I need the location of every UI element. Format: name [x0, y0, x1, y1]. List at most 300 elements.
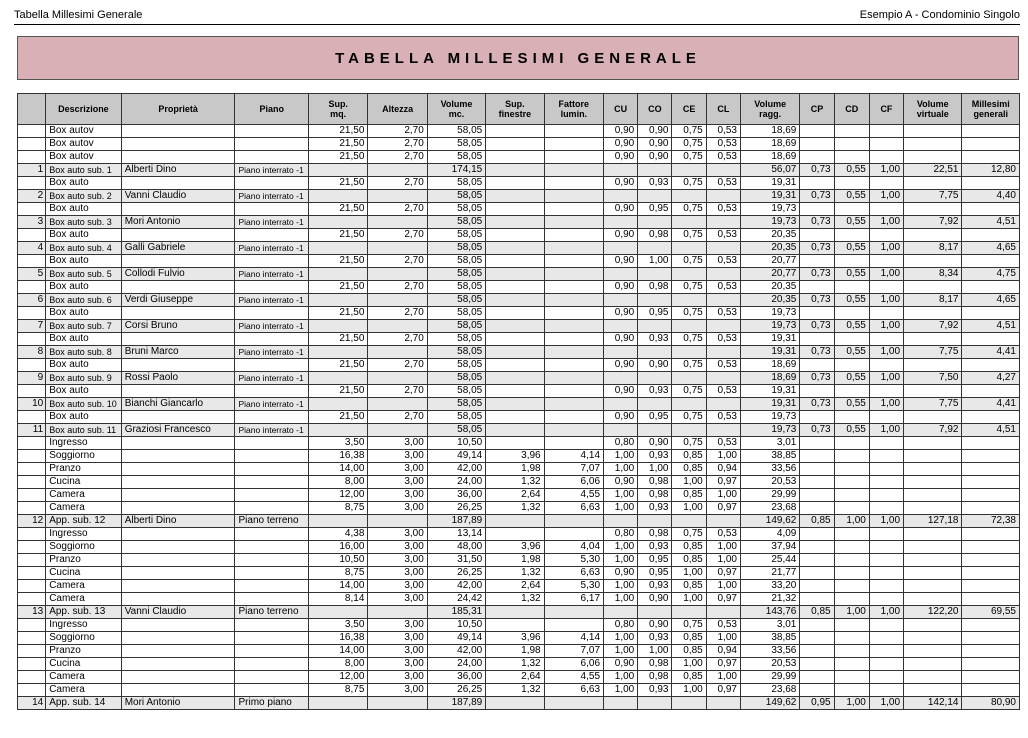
table-cell: 21,50	[308, 125, 367, 138]
table-cell	[486, 229, 544, 242]
table-cell: 20,77	[740, 268, 799, 281]
table-cell	[706, 190, 740, 203]
table-cell: 122,20	[904, 606, 962, 619]
table-cell: 0,80	[604, 619, 638, 632]
table-cell: 4,38	[308, 528, 367, 541]
table-cell	[544, 307, 603, 320]
table-row	[18, 359, 1020, 372]
table-cell	[604, 424, 638, 437]
table-cell: 42,00	[427, 463, 485, 476]
table-cell: 0,55	[834, 372, 869, 385]
table-row	[18, 580, 1020, 593]
table-cell: 4,51	[962, 216, 1020, 229]
table-cell	[308, 216, 367, 229]
table-cell	[638, 606, 672, 619]
table-cell: 1,00	[638, 463, 672, 476]
table-cell: 0,73	[800, 320, 834, 333]
table-cell: 26,25	[427, 567, 485, 580]
table-row	[18, 541, 1020, 554]
table-cell	[904, 229, 962, 242]
table-cell: 38,85	[740, 632, 799, 645]
table-cell: Box autov	[46, 151, 122, 164]
table-cell: 21,50	[308, 307, 367, 320]
table-cell	[308, 372, 367, 385]
table-cell	[800, 554, 834, 567]
table-cell	[904, 489, 962, 502]
table-cell	[18, 593, 46, 606]
table-cell	[235, 333, 309, 346]
table-cell: 0,75	[672, 307, 706, 320]
table-cell: 0,85	[672, 554, 706, 567]
table-cell	[904, 138, 962, 151]
table-cell: 8	[18, 346, 46, 359]
table-cell: 1,32	[486, 684, 544, 697]
table-cell	[962, 619, 1020, 632]
table-cell: 0,75	[672, 151, 706, 164]
table-cell: 19,31	[740, 177, 799, 190]
table-cell	[869, 411, 903, 424]
table-cell: 3,00	[368, 658, 427, 671]
table-cell: 4,51	[962, 424, 1020, 437]
table-cell: Primo piano	[235, 697, 309, 710]
table-cell: 19,31	[740, 190, 799, 203]
table-cell: Box auto sub. 11	[46, 424, 122, 437]
table-cell	[604, 164, 638, 177]
table-cell	[604, 190, 638, 203]
table-cell: 5	[18, 268, 46, 281]
table-cell	[18, 359, 46, 372]
table-row	[18, 619, 1020, 632]
table-cell: 37,94	[740, 541, 799, 554]
table-cell	[486, 515, 544, 528]
table-cell	[869, 307, 903, 320]
table-cell: 5,30	[544, 554, 603, 567]
table-cell: 1,00	[672, 684, 706, 697]
table-cell	[486, 216, 544, 229]
table-cell	[121, 554, 235, 567]
table-cell: 0,53	[706, 151, 740, 164]
table-cell: 1,00	[706, 541, 740, 554]
table-cell: 0,90	[604, 281, 638, 294]
table-cell	[904, 593, 962, 606]
table-cell	[869, 476, 903, 489]
table-cell	[18, 333, 46, 346]
table-cell: 0,90	[604, 567, 638, 580]
table-cell	[834, 671, 869, 684]
table-cell	[604, 268, 638, 281]
table-cell: 1,00	[604, 554, 638, 567]
table-cell: 0,97	[706, 593, 740, 606]
table-cell: 58,05	[427, 281, 485, 294]
table-cell	[544, 177, 603, 190]
table-cell: 0,90	[638, 151, 672, 164]
table-cell	[604, 515, 638, 528]
table-cell	[834, 151, 869, 164]
table-cell: Box auto	[46, 229, 122, 242]
table-cell	[486, 190, 544, 203]
table-cell: 0,85	[672, 489, 706, 502]
table-cell	[962, 229, 1020, 242]
table-cell: 49,14	[427, 632, 485, 645]
table-cell	[962, 658, 1020, 671]
table-cell	[834, 593, 869, 606]
table-cell: 3,00	[368, 541, 427, 554]
column-header: CL	[706, 94, 740, 125]
table-cell	[904, 151, 962, 164]
table-cell	[904, 307, 962, 320]
table-cell	[121, 489, 235, 502]
table-cell	[904, 333, 962, 346]
table-cell: Bruni Marco	[121, 346, 235, 359]
table-cell: 8,75	[308, 502, 367, 515]
table-cell: 1,98	[486, 463, 544, 476]
table-cell: 1,32	[486, 476, 544, 489]
table-cell: Vanni Claudio	[121, 606, 235, 619]
table-cell: Mori Antonio	[121, 216, 235, 229]
table-cell: 142,14	[904, 697, 962, 710]
table-cell: Piano interrato -1	[235, 242, 309, 255]
table-cell	[368, 320, 427, 333]
table-cell: 10,50	[427, 619, 485, 632]
table-cell	[308, 515, 367, 528]
table-cell: 3,00	[368, 580, 427, 593]
column-header: Descrizione	[46, 94, 122, 125]
table-cell	[869, 229, 903, 242]
table-cell	[544, 190, 603, 203]
table-cell: 0,90	[638, 593, 672, 606]
table-cell	[308, 164, 367, 177]
table-cell	[962, 645, 1020, 658]
table-row	[18, 658, 1020, 671]
table-cell	[834, 333, 869, 346]
table-cell: Camera	[46, 671, 122, 684]
table-cell	[235, 528, 309, 541]
table-cell: 143,76	[740, 606, 799, 619]
table-cell: 3,96	[486, 632, 544, 645]
table-cell	[368, 190, 427, 203]
table-cell	[544, 229, 603, 242]
document-title: TABELLA MILLESIMI GENERALE	[17, 36, 1019, 80]
table-cell	[962, 489, 1020, 502]
table-cell	[800, 125, 834, 138]
table-cell	[834, 411, 869, 424]
table-cell: 12	[18, 515, 46, 528]
table-cell	[121, 385, 235, 398]
table-cell	[604, 346, 638, 359]
table-cell	[235, 411, 309, 424]
table-cell: Ingresso	[46, 437, 122, 450]
table-cell: Box auto	[46, 307, 122, 320]
table-cell: Box auto sub. 4	[46, 242, 122, 255]
table-cell: 0,93	[638, 450, 672, 463]
column-header: Fattore lumin.	[544, 94, 603, 125]
table-cell	[706, 164, 740, 177]
table-cell	[638, 697, 672, 710]
table-row	[18, 307, 1020, 320]
table-cell: Soggiorno	[46, 450, 122, 463]
table-row	[18, 333, 1020, 346]
table-cell: 21,50	[308, 385, 367, 398]
table-cell	[235, 255, 309, 268]
table-row	[18, 411, 1020, 424]
table-cell	[308, 424, 367, 437]
table-cell: Verdi Giuseppe	[121, 294, 235, 307]
table-cell	[18, 411, 46, 424]
table-cell	[672, 242, 706, 255]
table-cell	[544, 333, 603, 346]
table-cell	[235, 229, 309, 242]
table-cell: 1,00	[869, 398, 903, 411]
table-cell: 0,95	[638, 554, 672, 567]
table-cell: 1,00	[869, 268, 903, 281]
table-cell: Box auto	[46, 333, 122, 346]
table-cell: 0,75	[672, 411, 706, 424]
table-cell	[800, 281, 834, 294]
table-row	[18, 450, 1020, 463]
table-row-unit-total	[18, 697, 1020, 710]
table-cell: 0,98	[638, 281, 672, 294]
table-cell: 0,93	[638, 385, 672, 398]
table-cell	[904, 476, 962, 489]
table-cell: 21,50	[308, 138, 367, 151]
table-cell	[904, 281, 962, 294]
table-cell: 2,70	[368, 151, 427, 164]
table-cell	[638, 216, 672, 229]
table-cell: 4,65	[962, 242, 1020, 255]
table-cell: 4,09	[740, 528, 799, 541]
table-cell: 6,17	[544, 593, 603, 606]
table-cell: 1,00	[869, 320, 903, 333]
table-cell: 0,94	[706, 463, 740, 476]
table-cell	[544, 320, 603, 333]
table-cell	[834, 489, 869, 502]
table-cell: Ingresso	[46, 528, 122, 541]
table-cell	[638, 294, 672, 307]
table-cell: 12,80	[962, 164, 1020, 177]
table-cell	[235, 645, 309, 658]
table-cell	[834, 580, 869, 593]
table-cell: 0,53	[706, 281, 740, 294]
table-cell	[800, 138, 834, 151]
table-cell	[962, 255, 1020, 268]
table-cell	[869, 619, 903, 632]
table-cell	[121, 229, 235, 242]
table-cell	[544, 606, 603, 619]
table-cell: 36,00	[427, 671, 485, 684]
table-cell: 0,97	[706, 684, 740, 697]
table-cell: 11	[18, 424, 46, 437]
table-cell	[235, 450, 309, 463]
table-cell: Cucina	[46, 658, 122, 671]
table-cell: 187,89	[427, 515, 485, 528]
table-cell: 0,73	[800, 164, 834, 177]
table-cell	[368, 164, 427, 177]
table-cell: 1,00	[672, 593, 706, 606]
table-cell: Box auto sub. 1	[46, 164, 122, 177]
table-cell	[18, 554, 46, 567]
table-cell: 0,90	[604, 333, 638, 346]
table-cell	[604, 606, 638, 619]
table-cell: 0,90	[638, 125, 672, 138]
table-cell: 7	[18, 320, 46, 333]
table-cell: 1,00	[638, 255, 672, 268]
table-cell	[962, 281, 1020, 294]
table-cell	[672, 346, 706, 359]
table-cell: 1,00	[869, 372, 903, 385]
table-cell: 0,53	[706, 138, 740, 151]
table-cell: 1,00	[834, 606, 869, 619]
table-cell	[235, 203, 309, 216]
table-cell	[235, 554, 309, 567]
table-cell	[834, 125, 869, 138]
table-cell: 19,73	[740, 320, 799, 333]
table-cell: 0,75	[672, 385, 706, 398]
table-cell: 58,05	[427, 307, 485, 320]
column-header: Volume virtuale	[904, 94, 962, 125]
table-cell: 2	[18, 190, 46, 203]
table-cell: 19,73	[740, 203, 799, 216]
table-cell: 58,05	[427, 203, 485, 216]
table-cell: 0,98	[638, 658, 672, 671]
table-cell	[706, 216, 740, 229]
table-cell: 14,00	[308, 580, 367, 593]
table-cell	[604, 216, 638, 229]
table-cell: 0,73	[800, 242, 834, 255]
table-cell: 2,70	[368, 229, 427, 242]
table-cell: 22,51	[904, 164, 962, 177]
table-cell: 1,00	[604, 580, 638, 593]
table-cell	[18, 684, 46, 697]
table-cell: 42,00	[427, 580, 485, 593]
table-cell: 2,70	[368, 359, 427, 372]
table-cell: 1,00	[604, 671, 638, 684]
table-cell	[869, 554, 903, 567]
table-cell: 29,99	[740, 489, 799, 502]
table-cell: Box auto sub. 5	[46, 268, 122, 281]
table-cell	[904, 554, 962, 567]
table-cell	[18, 385, 46, 398]
table-cell	[368, 697, 427, 710]
table-cell: 3,00	[368, 554, 427, 567]
column-header	[18, 94, 46, 125]
table-cell	[308, 190, 367, 203]
table-cell: 0,90	[638, 619, 672, 632]
table-cell	[834, 385, 869, 398]
table-cell: 1,00	[638, 645, 672, 658]
table-cell: 127,18	[904, 515, 962, 528]
table-cell	[544, 294, 603, 307]
table-cell: 19,31	[740, 333, 799, 346]
table-cell	[800, 359, 834, 372]
column-header: Altezza	[368, 94, 427, 125]
table-cell	[962, 671, 1020, 684]
table-cell	[368, 268, 427, 281]
table-cell	[544, 164, 603, 177]
table-cell	[486, 138, 544, 151]
table-cell	[368, 606, 427, 619]
table-cell	[486, 333, 544, 346]
table-cell: App. sub. 12	[46, 515, 122, 528]
table-cell	[121, 476, 235, 489]
table-cell: 0,85	[672, 463, 706, 476]
table-cell	[672, 424, 706, 437]
table-cell: 1,00	[869, 346, 903, 359]
table-cell	[962, 450, 1020, 463]
table-cell: 16,38	[308, 450, 367, 463]
table-cell: Box auto	[46, 411, 122, 424]
table-cell	[869, 385, 903, 398]
table-cell: 0,53	[706, 359, 740, 372]
table-cell: 2,64	[486, 489, 544, 502]
table-cell: Box auto sub. 7	[46, 320, 122, 333]
table-cell	[121, 632, 235, 645]
table-cell	[672, 398, 706, 411]
table-cell: 0,55	[834, 294, 869, 307]
table-body	[18, 125, 1020, 710]
table-cell	[869, 489, 903, 502]
table-cell: 13	[18, 606, 46, 619]
table-cell: 3,96	[486, 450, 544, 463]
table-cell: 14	[18, 697, 46, 710]
table-cell: Piano interrato -1	[235, 398, 309, 411]
table-cell: Piano interrato -1	[235, 164, 309, 177]
table-cell	[800, 593, 834, 606]
table-cell	[121, 450, 235, 463]
table-cell: 1,98	[486, 554, 544, 567]
table-cell	[706, 606, 740, 619]
table-cell: Cucina	[46, 476, 122, 489]
table-cell	[308, 398, 367, 411]
table-cell	[706, 242, 740, 255]
table-cell	[834, 684, 869, 697]
table-cell	[18, 203, 46, 216]
table-cell	[834, 632, 869, 645]
table-cell	[834, 502, 869, 515]
table-cell	[904, 671, 962, 684]
table-cell	[486, 411, 544, 424]
table-cell	[672, 216, 706, 229]
table-cell	[486, 437, 544, 450]
table-row	[18, 203, 1020, 216]
table-cell	[486, 268, 544, 281]
table-cell: 58,05	[427, 177, 485, 190]
table-cell: 19,73	[740, 424, 799, 437]
table-cell	[904, 619, 962, 632]
table-cell: Piano terreno	[235, 606, 309, 619]
table-cell: 3,00	[368, 476, 427, 489]
table-cell: Box autov	[46, 125, 122, 138]
table-cell: 8,75	[308, 567, 367, 580]
table-cell: 1,00	[672, 476, 706, 489]
table-cell	[904, 411, 962, 424]
table-cell	[544, 138, 603, 151]
table-cell: 0,53	[706, 307, 740, 320]
table-cell: 8,75	[308, 684, 367, 697]
table-cell: 0,93	[638, 502, 672, 515]
table-cell: 1,00	[706, 632, 740, 645]
table-cell: 0,75	[672, 125, 706, 138]
column-header: Volume ragg.	[740, 94, 799, 125]
table-cell: Soggiorno	[46, 541, 122, 554]
table-cell	[486, 203, 544, 216]
table-cell	[706, 268, 740, 281]
table-cell: 0,55	[834, 424, 869, 437]
table-cell	[869, 359, 903, 372]
table-cell	[18, 645, 46, 658]
table-cell: 0,90	[604, 255, 638, 268]
table-row-unit-total	[18, 294, 1020, 307]
table-cell: Alberti Dino	[121, 164, 235, 177]
